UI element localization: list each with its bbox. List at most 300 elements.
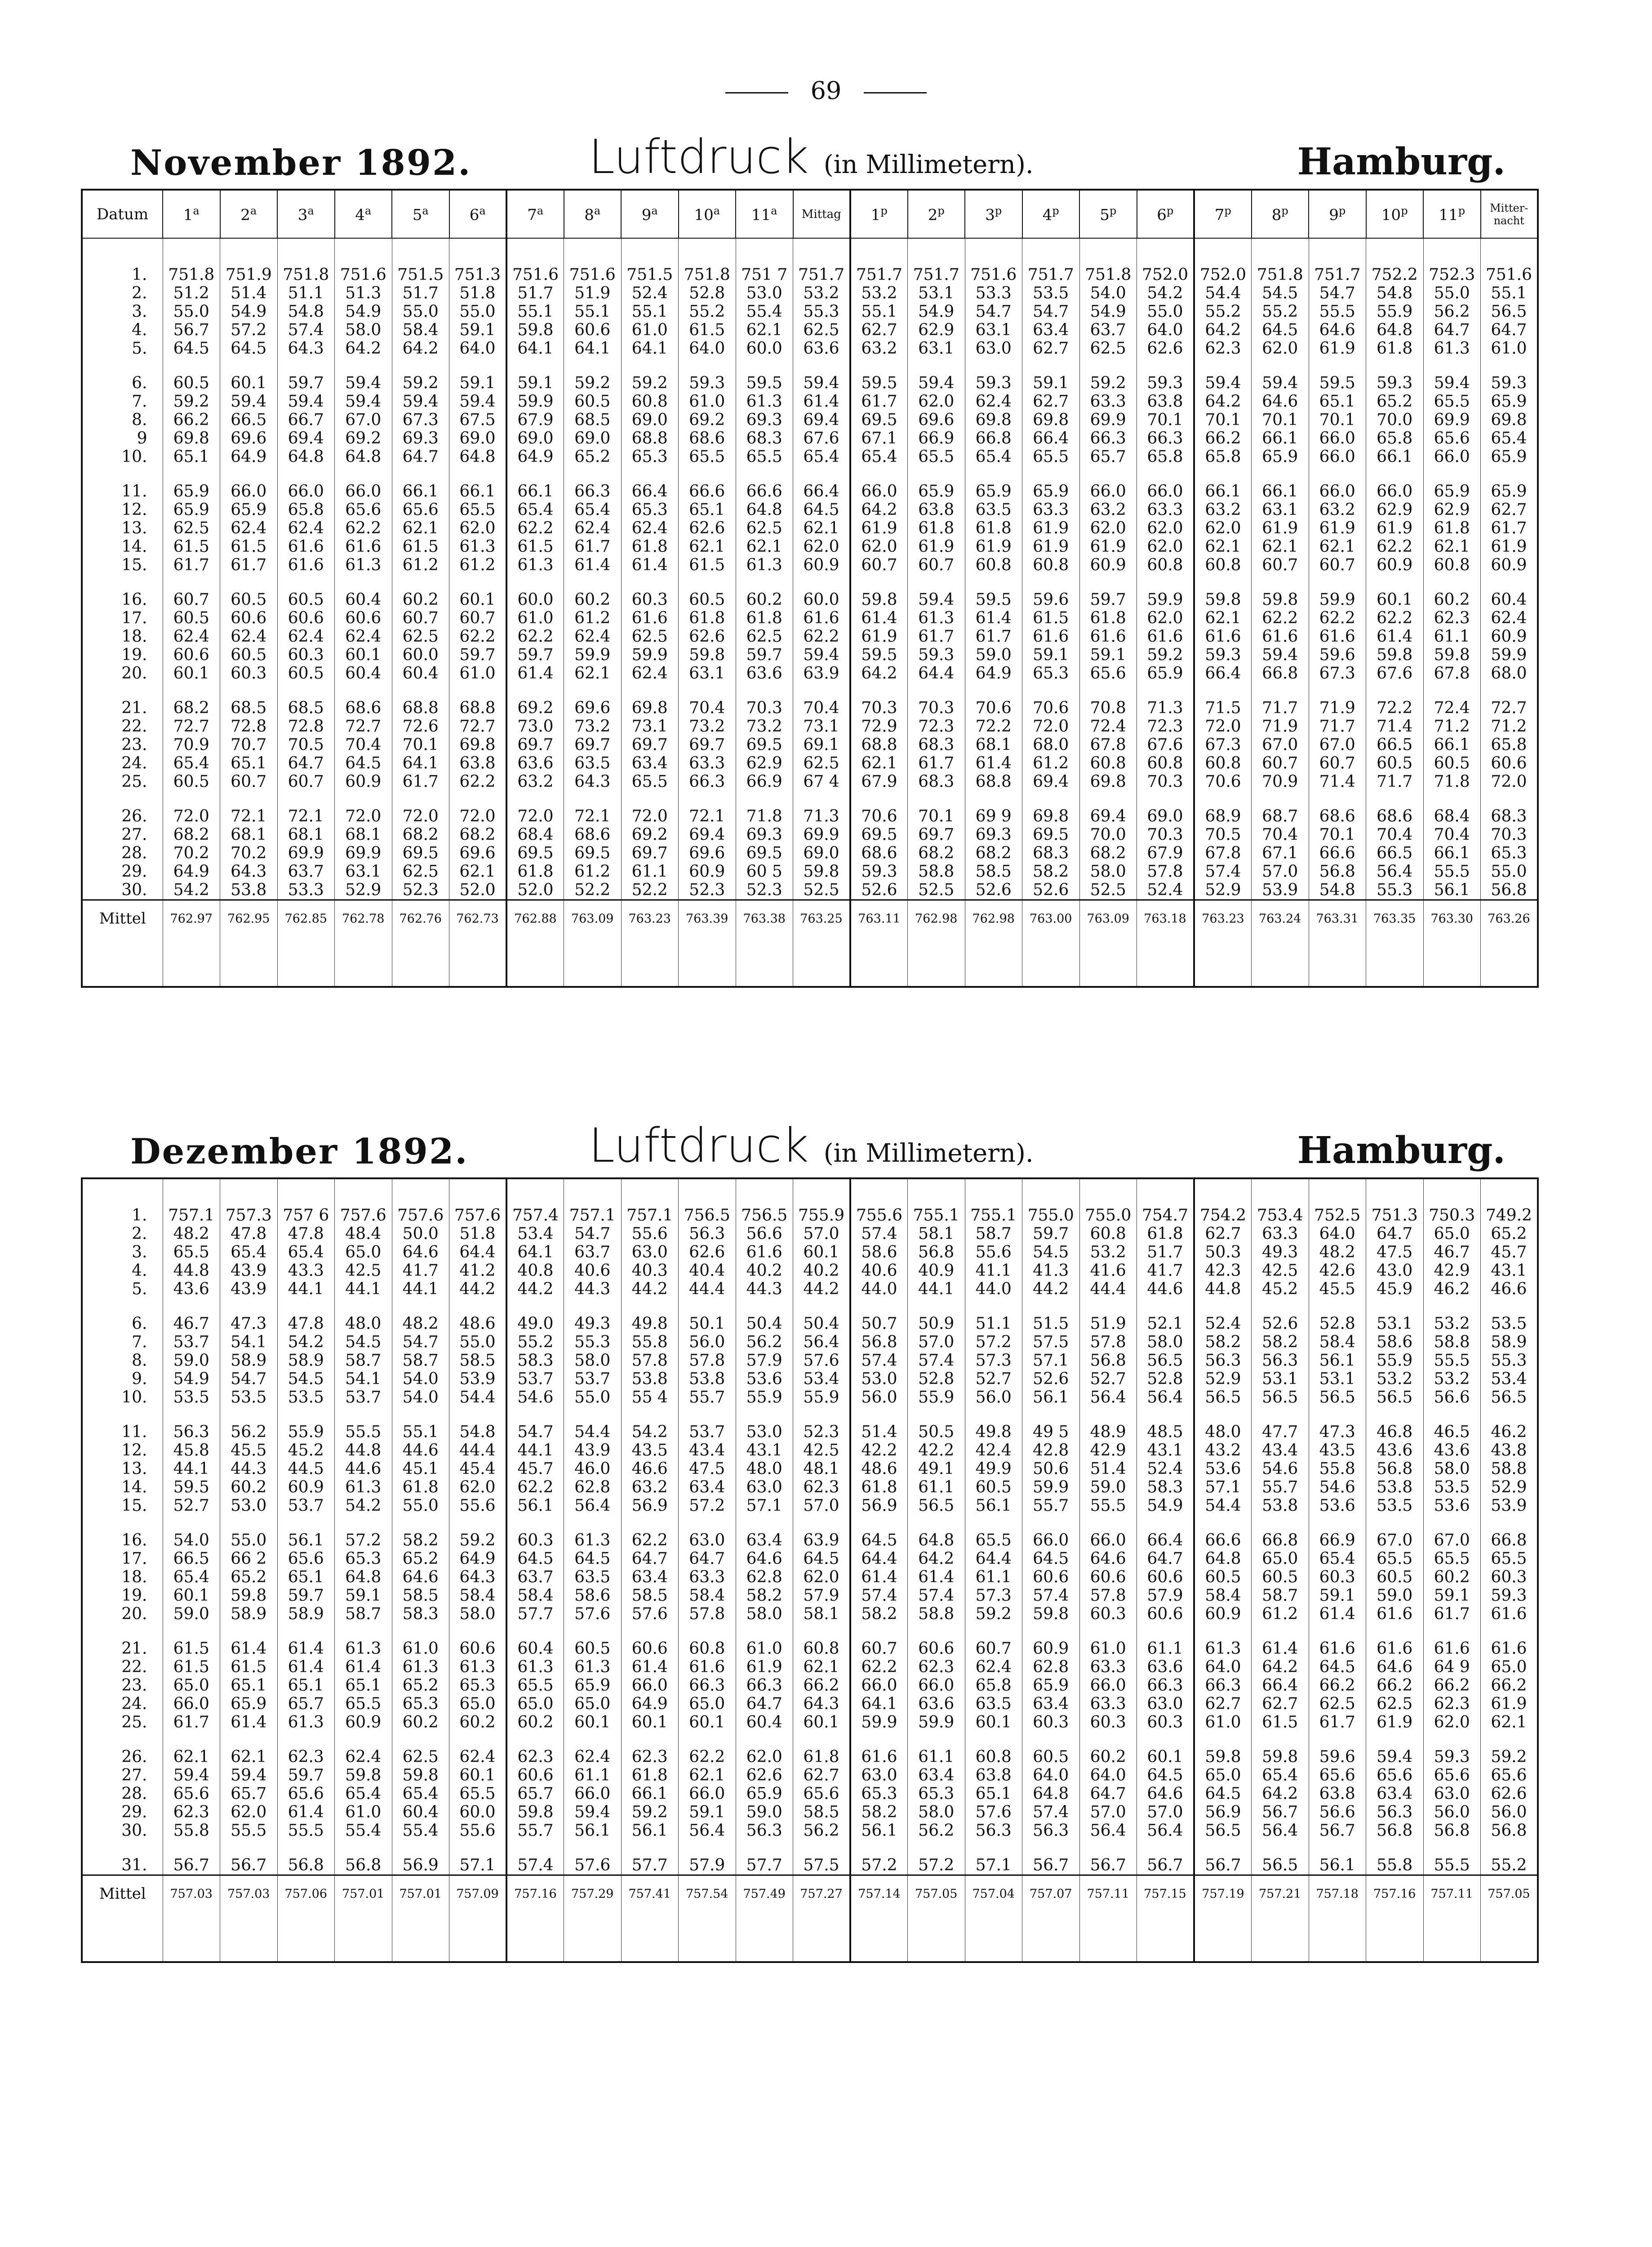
value-cell: 59.7 xyxy=(277,358,335,392)
value-cell: 70.1 xyxy=(1194,411,1252,429)
value-cell: 56.8 xyxy=(1366,1460,1424,1478)
value-cell: 58.2 xyxy=(736,1586,793,1605)
value-cell: 60.2 xyxy=(1079,1732,1137,1766)
value-cell: 43.1 xyxy=(1481,1261,1538,1280)
unit-label: (in Millimetern). xyxy=(823,150,1034,179)
hour-number: 3 xyxy=(985,206,995,224)
value-cell: 53.4 xyxy=(793,1370,851,1388)
mean-cell: 757.07 xyxy=(1022,1875,1080,1912)
mean-cell: 762.73 xyxy=(449,900,507,937)
value-cell: 59.0 xyxy=(163,1351,220,1370)
value-cell: 60.5 xyxy=(220,574,278,609)
value-cell: 63.8 xyxy=(965,1766,1022,1785)
value-cell: 47.8 xyxy=(220,1225,278,1243)
value-cell: 65.3 xyxy=(850,1785,908,1803)
value-cell: 59.9 xyxy=(1309,574,1366,609)
value-cell: 43.8 xyxy=(1481,1441,1538,1460)
value-cell: 59.4 xyxy=(793,646,851,664)
value-cell: 61.9 xyxy=(736,1658,793,1676)
value-cell: 60.8 xyxy=(1079,1225,1137,1243)
value-cell: 65.6 xyxy=(163,1785,220,1803)
value-cell: 69.8 xyxy=(1079,773,1137,791)
value-cell: 42.5 xyxy=(335,1261,392,1280)
value-cell: 61.2 xyxy=(449,556,507,574)
hour-suffix: p xyxy=(1401,204,1408,217)
value-cell: 62.7 xyxy=(1481,501,1538,519)
value-cell: 66.0 xyxy=(277,466,335,501)
value-cell: 54.7 xyxy=(1309,284,1366,302)
value-cell: 43.1 xyxy=(1137,1441,1195,1460)
hour-number: 8 xyxy=(1271,206,1282,224)
value-cell: 57.2 xyxy=(679,1497,736,1515)
empty-cell xyxy=(506,1912,564,1962)
value-cell: 61.3 xyxy=(335,1478,392,1497)
value-cell: 69.9 xyxy=(1079,411,1137,429)
value-cell: 65.5 xyxy=(506,1676,564,1695)
value-cell: 55.0 xyxy=(564,1388,622,1407)
value-cell: 56.5 xyxy=(1309,1388,1366,1407)
city-name: Hamburg. xyxy=(1297,1129,1505,1172)
value-cell: 63.3 xyxy=(679,1568,736,1586)
value-cell: 60.4 xyxy=(1481,574,1538,609)
value-cell: 757 6 xyxy=(277,1178,335,1225)
value-cell: 65.3 xyxy=(1481,844,1538,862)
value-cell: 65.5 xyxy=(1423,392,1481,411)
value-cell: 61.6 xyxy=(1194,627,1252,646)
table-row xyxy=(82,321,1538,339)
value-cell: 60.1 xyxy=(965,1713,1022,1732)
table-row xyxy=(82,1732,1538,1766)
value-cell: 52.6 xyxy=(1252,1298,1309,1333)
value-cell: 64.0 xyxy=(1079,1766,1137,1785)
value-cell: 65.4 xyxy=(277,1243,335,1261)
value-cell: 56.9 xyxy=(850,1497,908,1515)
value-cell: 60.9 xyxy=(1481,556,1538,574)
value-cell: 48.0 xyxy=(736,1460,793,1478)
value-cell: 60 5 xyxy=(736,862,793,881)
value-cell: 58.2 xyxy=(1194,1333,1252,1351)
value-cell: 64.8 xyxy=(1366,321,1424,339)
value-cell: 63.3 xyxy=(1079,392,1137,411)
mean-cell: 757.01 xyxy=(392,1875,449,1912)
value-cell: 56.0 xyxy=(1423,1803,1481,1821)
value-cell: 59.3 xyxy=(908,646,965,664)
value-cell: 64.2 xyxy=(1194,321,1252,339)
value-cell: 56.4 xyxy=(1137,1821,1195,1840)
mean-cell: 757.16 xyxy=(506,1875,564,1912)
value-cell: 72.0 xyxy=(1194,717,1252,736)
value-cell: 64.7 xyxy=(1079,1785,1137,1803)
value-cell: 59.4 xyxy=(163,1766,220,1785)
value-cell: 55.3 xyxy=(564,1333,622,1351)
value-cell: 56.1 xyxy=(506,1497,564,1515)
value-cell: 60.1 xyxy=(793,1713,851,1732)
value-cell: 64.3 xyxy=(277,339,335,358)
value-cell: 68.3 xyxy=(908,773,965,791)
value-cell: 53.8 xyxy=(679,1370,736,1388)
date-cell: 27. xyxy=(82,1766,163,1785)
value-cell: 61.3 xyxy=(564,1658,622,1676)
value-cell: 69.5 xyxy=(850,411,908,429)
value-cell: 69.0 xyxy=(506,429,564,448)
value-cell: 62.0 xyxy=(220,1803,278,1821)
value-cell: 54.9 xyxy=(1137,1497,1195,1515)
value-cell: 61.0 xyxy=(736,1623,793,1658)
value-cell: 72.4 xyxy=(1423,683,1481,717)
value-cell: 59.1 xyxy=(1022,646,1080,664)
table-row xyxy=(82,1460,1538,1478)
value-cell: 63.1 xyxy=(1252,501,1309,519)
value-cell: 54.8 xyxy=(277,302,335,321)
value-cell: 55.6 xyxy=(621,1225,679,1243)
value-cell: 60.3 xyxy=(1309,1568,1366,1586)
value-cell: 56.8 xyxy=(1481,1821,1538,1840)
value-cell: 56.8 xyxy=(1079,1351,1137,1370)
value-cell: 66.2 xyxy=(1481,1676,1538,1695)
value-cell: 60.8 xyxy=(679,1623,736,1658)
value-cell: 59.5 xyxy=(850,646,908,664)
value-cell: 68.5 xyxy=(277,683,335,717)
mean-cell: 763.38 xyxy=(736,900,793,937)
value-cell: 58.0 xyxy=(564,1351,622,1370)
value-cell: 66.0 xyxy=(1309,429,1366,448)
value-cell: 63.8 xyxy=(1309,1785,1366,1803)
value-cell: 41.6 xyxy=(1079,1261,1137,1280)
date-cell: 25. xyxy=(82,1713,163,1732)
date-cell: 15. xyxy=(82,1497,163,1515)
hour-number: 7 xyxy=(1214,206,1225,224)
value-cell: 44.1 xyxy=(392,1280,449,1298)
value-cell: 63.3 xyxy=(1252,1225,1309,1243)
value-cell: 61.3 xyxy=(1194,1623,1252,1658)
header-row xyxy=(82,190,1538,238)
value-cell: 57.6 xyxy=(793,1351,851,1370)
empty-cell xyxy=(736,1912,793,1962)
date-cell: 9 xyxy=(82,429,163,448)
value-cell: 62.4 xyxy=(335,1732,392,1766)
value-cell: 70.3 xyxy=(1137,773,1195,791)
value-cell: 64.0 xyxy=(1309,1225,1366,1243)
value-cell: 68.4 xyxy=(506,826,564,844)
value-cell: 65.9 xyxy=(736,1785,793,1803)
empty-cell xyxy=(1481,937,1538,987)
value-cell: 56.1 xyxy=(564,1821,622,1840)
value-cell: 66.8 xyxy=(1252,664,1309,683)
value-cell: 61.9 xyxy=(1366,1713,1424,1732)
date-cell: 30. xyxy=(82,881,163,900)
value-cell: 60.7 xyxy=(850,1623,908,1658)
value-cell: 757.6 xyxy=(392,1178,449,1225)
value-cell: 66.4 xyxy=(1252,1676,1309,1695)
value-cell: 60.5 xyxy=(965,1478,1022,1497)
value-cell: 73.2 xyxy=(679,717,736,736)
value-cell: 61.7 xyxy=(1309,1713,1366,1732)
value-cell: 56.5 xyxy=(1137,1351,1195,1370)
value-cell: 61.2 xyxy=(1252,1605,1309,1623)
value-cell: 54.1 xyxy=(220,1333,278,1351)
value-cell: 63.2 xyxy=(621,1478,679,1497)
value-cell: 65.3 xyxy=(621,501,679,519)
value-cell: 46.8 xyxy=(1366,1407,1424,1441)
value-cell: 757.1 xyxy=(564,1178,622,1225)
value-cell: 62.4 xyxy=(621,664,679,683)
value-cell: 62.4 xyxy=(564,627,622,646)
value-cell: 66.0 xyxy=(1079,1515,1137,1550)
value-cell: 62.0 xyxy=(1137,609,1195,627)
value-cell: 69.4 xyxy=(793,411,851,429)
value-cell: 58.7 xyxy=(1252,1586,1309,1605)
value-cell: 62.4 xyxy=(564,1732,622,1766)
value-cell: 55.2 xyxy=(1481,1840,1538,1875)
value-cell: 40.2 xyxy=(793,1261,851,1280)
value-cell: 61.0 xyxy=(1194,1713,1252,1732)
value-cell: 54.2 xyxy=(621,1407,679,1441)
value-cell: 56.4 xyxy=(1079,1821,1137,1840)
value-cell: 71.8 xyxy=(736,791,793,826)
value-cell: 59.7 xyxy=(506,646,564,664)
value-cell: 65.6 xyxy=(1423,429,1481,448)
value-cell: 60.8 xyxy=(1194,556,1252,574)
value-cell: 61.4 xyxy=(965,754,1022,773)
value-cell: 71.9 xyxy=(1309,683,1366,717)
value-cell: 62.3 xyxy=(163,1803,220,1821)
value-cell: 62.4 xyxy=(965,392,1022,411)
value-cell: 59.4 xyxy=(1252,646,1309,664)
value-cell: 48.4 xyxy=(335,1225,392,1243)
value-cell: 53.9 xyxy=(1252,881,1309,900)
value-cell: 55.9 xyxy=(908,1388,965,1407)
value-cell: 61.0 xyxy=(335,1803,392,1821)
value-cell: 65.4 xyxy=(793,448,851,466)
value-cell: 57.7 xyxy=(736,1840,793,1875)
value-cell: 56.4 xyxy=(1252,1821,1309,1840)
value-cell: 66.4 xyxy=(1137,1515,1195,1550)
unit-label: (in Millimetern). xyxy=(823,1139,1034,1168)
value-cell: 60.2 xyxy=(736,574,793,609)
value-cell: 61.8 xyxy=(621,537,679,556)
table-row xyxy=(82,284,1538,302)
value-cell: 47.3 xyxy=(220,1298,278,1333)
value-cell: 61.3 xyxy=(449,1658,507,1676)
value-cell: 61.5 xyxy=(679,321,736,339)
value-cell: 65.1 xyxy=(277,1676,335,1695)
value-cell: 57.4 xyxy=(850,1586,908,1605)
hour-suffix: p xyxy=(1458,204,1465,217)
value-cell: 64.7 xyxy=(679,1550,736,1568)
value-cell: 64.3 xyxy=(449,1568,507,1586)
value-cell: 67.1 xyxy=(1252,844,1309,862)
value-cell: 751.7 xyxy=(908,238,965,284)
value-cell: 63.7 xyxy=(277,862,335,881)
value-cell: 61.2 xyxy=(1022,754,1080,773)
value-cell: 68.4 xyxy=(1423,791,1481,826)
value-cell: 55.1 xyxy=(392,1407,449,1441)
value-cell: 66.0 xyxy=(1022,1515,1080,1550)
value-cell: 52.7 xyxy=(163,1497,220,1515)
value-cell: 42.6 xyxy=(1309,1261,1366,1280)
value-cell: 59.4 xyxy=(564,1803,622,1821)
value-cell: 50.1 xyxy=(679,1298,736,1333)
value-cell: 61.1 xyxy=(908,1732,965,1766)
value-cell: 44.2 xyxy=(449,1280,507,1298)
table-row xyxy=(82,302,1538,321)
value-cell: 61.6 xyxy=(1137,627,1195,646)
value-cell: 57.1 xyxy=(449,1840,507,1875)
table-row xyxy=(82,392,1538,411)
value-cell: 51.1 xyxy=(277,284,335,302)
value-cell: 56.1 xyxy=(1309,1351,1366,1370)
value-cell: 64.9 xyxy=(220,448,278,466)
value-cell: 70.6 xyxy=(850,791,908,826)
value-cell: 70.0 xyxy=(1079,826,1137,844)
value-cell: 58.9 xyxy=(1481,1333,1538,1351)
value-cell: 60.7 xyxy=(1252,556,1309,574)
hour-number: 2 xyxy=(928,206,938,224)
value-cell: 65.5 xyxy=(1366,1550,1424,1568)
value-cell: 53.8 xyxy=(1252,1497,1309,1515)
value-cell: 61.8 xyxy=(793,1732,851,1766)
hour-suffix: p xyxy=(937,204,945,217)
value-cell: 54.2 xyxy=(1137,284,1195,302)
value-cell: 55.0 xyxy=(1423,284,1481,302)
month-title: November 1892. xyxy=(130,142,472,183)
value-cell: 69.6 xyxy=(220,429,278,448)
col-header-datum: Datum xyxy=(82,190,163,238)
value-cell: 66.2 xyxy=(1423,1676,1481,1695)
value-cell: 62.5 xyxy=(163,519,220,537)
value-cell: 57.0 xyxy=(1137,1803,1195,1821)
value-cell: 755.0 xyxy=(1022,1178,1080,1225)
value-cell: 57.2 xyxy=(220,321,278,339)
value-cell: 57.1 xyxy=(736,1497,793,1515)
value-cell: 55.5 xyxy=(1423,862,1481,881)
value-cell: 57.0 xyxy=(793,1225,851,1243)
table-title: Luftdruck (in Millimetern). xyxy=(589,129,1034,184)
table-row xyxy=(82,1766,1538,1785)
date-cell: 15. xyxy=(82,556,163,574)
value-cell: 54.0 xyxy=(1079,284,1137,302)
value-cell: 62.5 xyxy=(621,627,679,646)
value-cell: 69.2 xyxy=(506,683,564,717)
value-cell: 61.8 xyxy=(908,519,965,537)
value-cell: 44.2 xyxy=(506,1280,564,1298)
value-cell: 53.2 xyxy=(1079,1243,1137,1261)
value-cell: 65.4 xyxy=(163,1568,220,1586)
value-cell: 65.8 xyxy=(1137,448,1195,466)
value-cell: 53.1 xyxy=(1309,1370,1366,1388)
value-cell: 60.3 xyxy=(220,664,278,683)
value-cell: 59.4 xyxy=(277,392,335,411)
value-cell: 64.4 xyxy=(965,1550,1022,1568)
value-cell: 58.6 xyxy=(850,1243,908,1261)
value-cell: 69.6 xyxy=(449,844,507,862)
table-row xyxy=(82,773,1538,791)
value-cell: 60.8 xyxy=(1194,754,1252,773)
value-cell: 51.1 xyxy=(965,1298,1022,1333)
date-cell: 13. xyxy=(82,519,163,537)
value-cell: 62.2 xyxy=(679,1732,736,1766)
value-cell: 66.3 xyxy=(1079,429,1137,448)
date-cell: 25. xyxy=(82,773,163,791)
value-cell: 53.7 xyxy=(335,1388,392,1407)
value-cell: 55.4 xyxy=(736,302,793,321)
date-cell: 31. xyxy=(82,1840,163,1875)
value-cell: 61.1 xyxy=(621,862,679,881)
value-cell: 70.4 xyxy=(1423,826,1481,844)
value-cell: 59.2 xyxy=(1079,358,1137,392)
table-row xyxy=(82,1243,1538,1261)
value-cell: 67.3 xyxy=(392,411,449,429)
value-cell: 62.4 xyxy=(965,1658,1022,1676)
value-cell: 59.4 xyxy=(908,358,965,392)
value-cell: 65.4 xyxy=(1252,1766,1309,1785)
value-cell: 56.1 xyxy=(621,1821,679,1840)
value-cell: 60.3 xyxy=(277,646,335,664)
value-cell: 752.5 xyxy=(1309,1178,1366,1225)
value-cell: 57.6 xyxy=(564,1605,622,1623)
value-cell: 65.4 xyxy=(965,448,1022,466)
value-cell: 56.9 xyxy=(392,1840,449,1875)
november-section xyxy=(81,129,1537,988)
mean-cell: 757.29 xyxy=(564,1875,622,1912)
date-cell: 22. xyxy=(82,1658,163,1676)
table-row xyxy=(82,1568,1538,1586)
value-cell: 61.9 xyxy=(1079,537,1137,556)
value-cell: 55.3 xyxy=(1481,1351,1538,1370)
empty-cell xyxy=(1423,1912,1481,1962)
value-cell: 62.1 xyxy=(736,537,793,556)
value-cell: 65.4 xyxy=(850,448,908,466)
value-cell: 71.5 xyxy=(1194,683,1252,717)
date-cell: 18. xyxy=(82,1568,163,1586)
table-row xyxy=(82,862,1538,881)
col-header-hour xyxy=(335,190,392,238)
hour-number: 8 xyxy=(584,206,594,224)
value-cell: 69.3 xyxy=(736,411,793,429)
value-cell: 64.5 xyxy=(850,1515,908,1550)
value-cell: 71.9 xyxy=(1252,717,1309,736)
mean-cell: 763.23 xyxy=(621,900,679,937)
value-cell: 61.9 xyxy=(1252,519,1309,537)
value-cell: 63.0 xyxy=(736,1478,793,1497)
value-cell: 54.8 xyxy=(449,1407,507,1441)
value-cell: 62.0 xyxy=(1137,537,1195,556)
value-cell: 60.6 xyxy=(564,321,622,339)
value-cell: 57.5 xyxy=(1022,1333,1080,1351)
value-cell: 65.7 xyxy=(1079,448,1137,466)
value-cell: 62.2 xyxy=(793,627,851,646)
value-cell: 57.1 xyxy=(1022,1351,1080,1370)
value-cell: 61.6 xyxy=(1022,627,1080,646)
value-cell: 65.9 xyxy=(1481,466,1538,501)
value-cell: 62.4 xyxy=(220,519,278,537)
value-cell: 60.6 xyxy=(1079,1568,1137,1586)
value-cell: 67.8 xyxy=(1194,844,1252,862)
value-cell: 62.6 xyxy=(1481,1785,1538,1803)
value-cell: 56.1 xyxy=(965,1497,1022,1515)
value-cell: 64.2 xyxy=(850,501,908,519)
value-cell: 61.9 xyxy=(1366,519,1424,537)
value-cell: 56.2 xyxy=(736,1333,793,1351)
value-cell: 62.3 xyxy=(1423,609,1481,627)
value-cell: 72.1 xyxy=(277,791,335,826)
value-cell: 67.6 xyxy=(1366,664,1424,683)
value-cell: 61.0 xyxy=(1481,339,1538,358)
value-cell: 56.3 xyxy=(163,1407,220,1441)
value-cell: 71.7 xyxy=(1309,717,1366,736)
value-cell: 57.4 xyxy=(850,1351,908,1370)
value-cell: 64.3 xyxy=(564,773,622,791)
